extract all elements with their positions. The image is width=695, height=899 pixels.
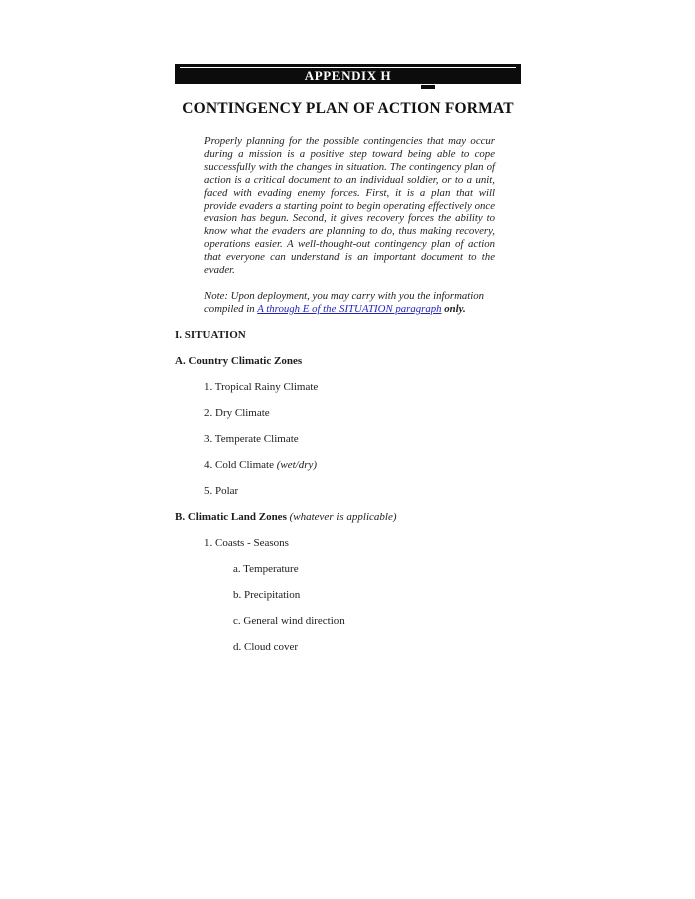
note-only-text: only. xyxy=(441,302,466,315)
outline-item-wind-direction: c. General wind direction xyxy=(233,614,345,627)
subsection-b-heading-text: B. Climatic Land Zones xyxy=(175,510,290,523)
banner-rule-line xyxy=(180,67,516,68)
situation-paragraph-link[interactable]: A through E of the SITUATION paragraph xyxy=(257,302,442,315)
subsection-b-heading xyxy=(175,511,521,524)
outline-item-coasts: 1. Coasts - Seasons xyxy=(204,536,289,549)
note-prefix-text: Note: Upon deployment, you may carry with you the information compiled in xyxy=(204,289,485,315)
subsection-b-heading-qualifier: (whatever is applicable) xyxy=(289,510,397,523)
outline-item-cold-text: 4. Cold Climate xyxy=(204,458,277,471)
outline-item-temperate: 3. Temperate Climate xyxy=(204,432,299,445)
subsection-a-heading: A. Country Climatic Zones xyxy=(175,354,303,367)
outline-item-temperature: a. Temperature xyxy=(233,562,299,575)
outline-item-precipitation: b. Precipitation xyxy=(233,588,301,601)
outline-list xyxy=(175,329,521,654)
intro-paragraph: Properly planning for the possible contingencies that may occur during a mission is a positive step toward being able to cope successfully with the changes in situation. The contingency plan of action is a critical document to an individual soldier, or to a unit, faced with evading enemy forces. First, it is a plan that will provide evaders a starting point to begin operating effectively once evasion has begun. Second, it gives recovery forces the ability to know what the evaders are planning to do, thus making recovery, operations easier. A well-thought-out contingency plan of action that everyone can understand is an important document to the evader. xyxy=(204,135,495,277)
outline-item-dry: 2. Dry Climate xyxy=(204,406,270,419)
outline-item-cold-qualifier: (wet/dry) xyxy=(276,458,318,471)
banner-artifact-mark xyxy=(421,85,435,89)
note-paragraph xyxy=(204,290,495,316)
outline-item-polar: 5. Polar xyxy=(204,484,239,497)
section-heading-situation: I. SITUATION xyxy=(175,328,246,341)
page-title: CONTINGENCY PLAN OF ACTION FORMAT xyxy=(182,100,514,117)
appendix-banner-title: APPENDIX H xyxy=(304,68,392,83)
document-content xyxy=(175,64,521,654)
outline-item-cold xyxy=(204,459,521,472)
outline-item-cloud-cover: d. Cloud cover xyxy=(233,640,299,653)
appendix-banner xyxy=(175,64,521,84)
outline-item-tropical: 1. Tropical Rainy Climate xyxy=(204,380,319,393)
